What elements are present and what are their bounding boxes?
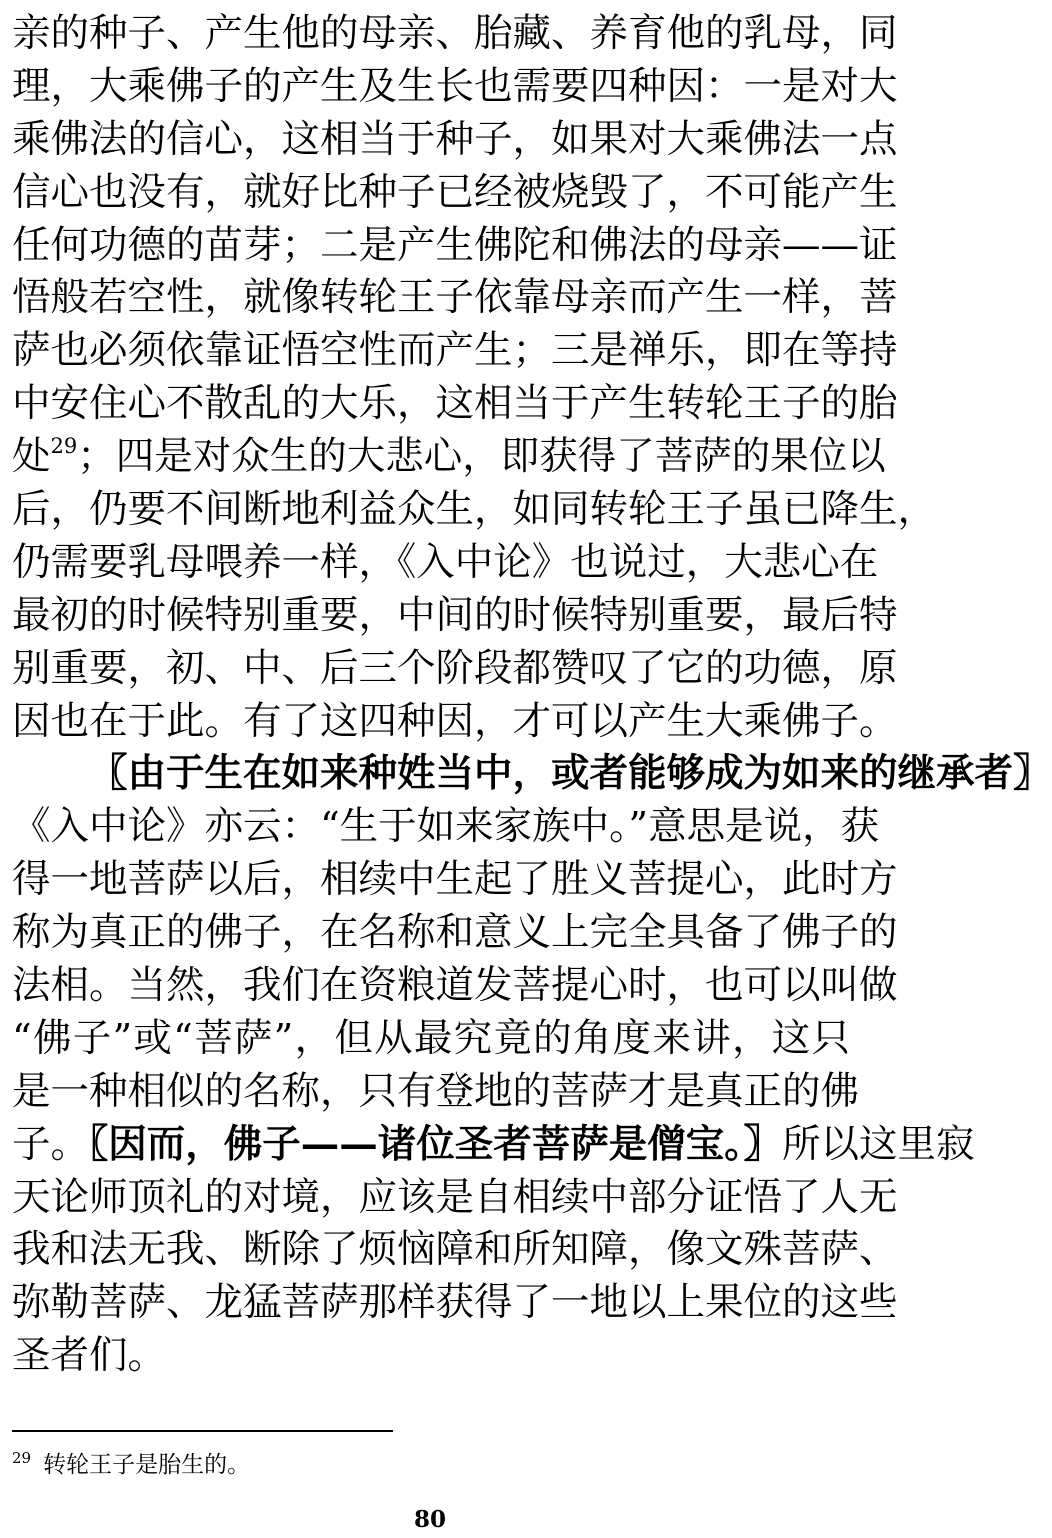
text-line: 理，大乘佛子的产生及生长也需要四种因：一是对大 [12,63,898,109]
page-number: 80 [413,1506,446,1533]
line-start: 处 [12,434,51,480]
text-line: 萨也必须依靠证悟空性而产生；三是禅乐，即在等持 [12,328,898,374]
text-line: 信心也没有，就好比种子已经被烧毁了，不可能产生 [12,169,898,215]
text-line: 最初的时候特别重要，中间的时候特别重要，最后特 [12,592,898,638]
footnote-number: 29 [12,1449,32,1467]
line-rest: 所以这里寂 [782,1121,975,1167]
text-line-with-footnote [12,431,886,484]
text-line: 我和法无我、断除了烦恼障和所知障，像文殊菩萨、 [12,1227,898,1273]
text-line: 中安住心不散乱的大乐，这相当于产生转轮王子的胎 [12,381,898,427]
text-line: 因也在于此。有了这四种因，才可以产生大乘佛子。 [12,698,898,744]
text-line: 法相。当然，我们在资粮道发菩提心时，也可以叫做 [12,963,898,1009]
text-line: 乘佛法的信心，这相当于种子，如果对大乘佛法一点 [12,116,898,162]
footnote-divider [12,1430,393,1432]
text-line: 天论师顶礼的对境，应该是自相续中部分证悟了人无 [12,1174,898,1220]
footnote-reference[interactable]: 29 [50,434,78,459]
bold-root-text: 〖由于生在如来种姓当中，或者能够成为如来的继承者〗 [89,751,1052,797]
text-line: 任何功德的苗芽；二是产生佛陀和佛法的母亲——证 [12,222,898,268]
text-line: 是一种相似的名称，只有登地的菩萨才是真正的佛 [12,1068,860,1114]
body-text [12,8,1052,1383]
text-line: 亲的种子、产生他的母亲、胎藏、养育他的乳母，同 [12,11,898,56]
text-line: “佛子”或“菩萨”，但从最究竟的角度来讲，这只 [12,1015,850,1061]
text-line: 得一地菩萨以后，相续中生起了胜义菩提心，此时方 [12,857,898,903]
text-line: 悟般若空性，就像转轮王子依靠母亲而产生一样，菩 [12,275,898,321]
text-line: 后，仍要不间断地利益众生，如同转轮王子虽已降生， [12,487,937,533]
text-line: 《入中论》亦云：“生于如来家族中。”意思是说，获 [12,804,880,850]
text-line: 称为真正的佛子，在名称和意义上完全具备了佛子的 [12,910,898,956]
text-line: 圣者们。 [12,1333,167,1379]
text-line-with-root-text [12,1119,975,1172]
text-line: 别重要，初、中、后三个阶段都赞叹了它的功德，原 [12,645,898,691]
footnote-text: 转轮王子是胎生的。 [43,1452,251,1478]
footnote [12,1450,250,1480]
line-start: 子。 [12,1121,90,1167]
text-line: 仍需要乳母喂养一样，《入中论》也说过，大悲心在 [12,539,879,585]
line-rest: ；四是对众生的大悲心，即获得了菩萨的果位以 [77,434,886,480]
text-line: 弥勒菩萨、龙猛菩萨那样获得了一地以上果位的这些 [12,1280,898,1326]
bold-root-text: 〖因而，佛子——诸位圣者菩萨是僧宝。〗 [89,1121,783,1167]
